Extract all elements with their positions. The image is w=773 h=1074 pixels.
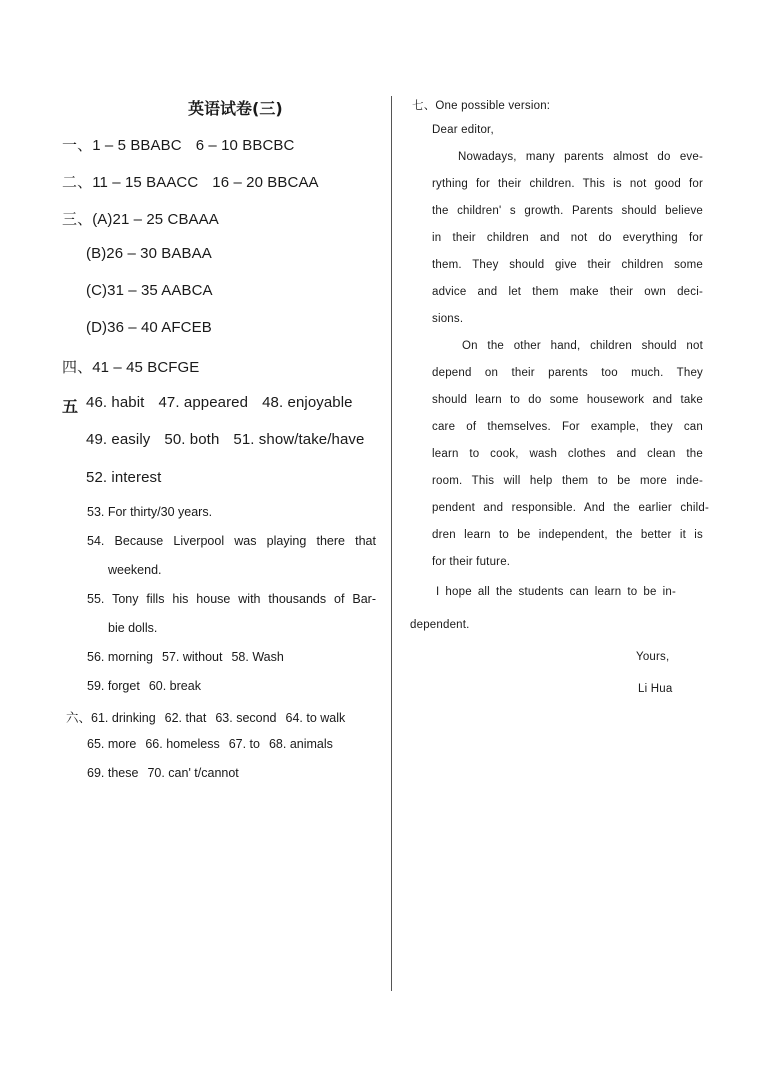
letter-line-12: learn to cook, wash clothes and clean the — [432, 448, 703, 460]
section2-answers — [62, 171, 319, 192]
letter-line-1: Nowadays, many parents almost do eve- — [458, 151, 703, 163]
section3-row-b: (B)26 – 30 BABAA — [86, 245, 212, 262]
section6-label: 六、 — [66, 711, 92, 725]
answer-49: 49. easily — [86, 431, 151, 448]
section6-row1 — [66, 708, 345, 726]
answer-54-line2: weekend. — [108, 563, 162, 577]
letter-line-2: rything for their children. This is not good for — [432, 178, 703, 190]
section2-label: 二、 — [62, 173, 93, 191]
section1-group2: 6 – 10 BBCBC — [195, 137, 295, 154]
letter-greeting: Dear editor, — [432, 124, 494, 136]
section7-label: 七、 — [412, 100, 436, 112]
section3-row-c: (C)31 – 35 AABCA — [86, 282, 213, 299]
answer-64: 64. to walk — [285, 711, 346, 725]
section5-label: 五 — [62, 397, 79, 416]
letter-line-14: pendent and responsible. And the earlier child- — [432, 502, 709, 514]
letter-line-5: them. They should give their children some — [432, 259, 703, 271]
section7-heading-text: One possible version: — [435, 100, 551, 112]
letter-line-10: should learn to do some housework and take — [432, 394, 703, 406]
section5-row2 — [86, 431, 364, 448]
letter-line-6: advice and let them make their own deci- — [432, 286, 703, 298]
section3-label: 三、 — [62, 210, 93, 228]
answer-60: 60. break — [148, 679, 201, 693]
answer-59: 59. forget — [87, 679, 140, 693]
letter-line-7: sions. — [432, 313, 464, 325]
column-divider — [391, 96, 392, 991]
answers-59-60 — [87, 679, 201, 693]
answer-51: 51. show/take/have — [233, 431, 365, 448]
answer-57: 57. without — [162, 650, 223, 664]
letter-line-15: dren learn to be independent, the better it is — [432, 529, 703, 541]
answer-54-line1: 54. Because Liverpool was playing there that — [87, 534, 376, 548]
section1-group1: 1 – 5 BBABC — [92, 137, 182, 154]
answer-69: 69. these — [87, 766, 139, 780]
section5-row1 — [86, 394, 353, 411]
section4-answer: 41 – 45 BCFGE — [92, 359, 200, 376]
section2-group2: 16 – 20 BBCAA — [212, 174, 319, 191]
letter-signature: Li Hua — [638, 683, 673, 695]
section3-row-a — [62, 208, 219, 229]
answer-46: 46. habit — [86, 394, 145, 411]
section6-row3 — [87, 766, 239, 780]
answer-56: 56. morning — [87, 650, 154, 664]
section1-label: 一、 — [62, 136, 93, 154]
letter-closing-line-1: I hope all the students can learn to be in- — [436, 586, 676, 598]
answer-48: 48. enjoyable — [262, 394, 353, 411]
letter-line-9: depend on their parents too much. They — [432, 367, 703, 379]
letter-line-16: for their future. — [432, 556, 511, 568]
answer-68: 68. animals — [268, 737, 333, 751]
section1-answers — [62, 134, 294, 155]
answer-47: 47. appeared — [158, 394, 249, 411]
answer-67: 67. to — [228, 737, 260, 751]
answer-50: 50. both — [164, 431, 220, 448]
answer-65: 65. more — [87, 737, 137, 751]
letter-line-11: care of themselves. For example, they can — [432, 421, 703, 433]
section3-answer-a: (A)21 – 25 CBAAA — [92, 211, 219, 228]
letter-line-3: the children' s growth. Parents should believe — [432, 205, 703, 217]
section7-heading — [412, 97, 550, 113]
letter-line-4: in their children and not do everything for — [432, 232, 703, 244]
answer-55-line2: bie dolls. — [108, 621, 158, 635]
section4-answers — [62, 356, 199, 377]
answer-66: 66. homeless — [145, 737, 220, 751]
answer-62: 62. that — [164, 711, 207, 725]
letter-line-8: On the other hand, children should not — [462, 340, 703, 352]
answer-52: 52. interest — [86, 469, 162, 486]
section4-label: 四、 — [62, 358, 93, 376]
letter-signoff: Yours, — [636, 651, 670, 663]
answer-58: 58. Wash — [231, 650, 284, 664]
answer-53: 53. For thirty/30 years. — [87, 505, 213, 519]
answer-55-line1: 55. Tony fills his house with thousands of Bar- — [87, 592, 376, 606]
answers-56-58 — [87, 650, 284, 664]
answer-63: 63. second — [215, 711, 277, 725]
section2-group1: 11 – 15 BAACC — [92, 174, 199, 191]
answer-61: 61. drinking — [91, 711, 156, 725]
letter-closing-line-2: dependent. — [410, 619, 470, 631]
letter-line-13: room. This will help them to be more inde- — [432, 475, 703, 487]
section6-row2 — [87, 737, 333, 751]
section3-row-d: (D)36 – 40 AFCEB — [86, 319, 212, 336]
answer-70: 70. can' t/cannot — [147, 766, 239, 780]
page-title: 英语试卷(三) — [188, 99, 283, 118]
